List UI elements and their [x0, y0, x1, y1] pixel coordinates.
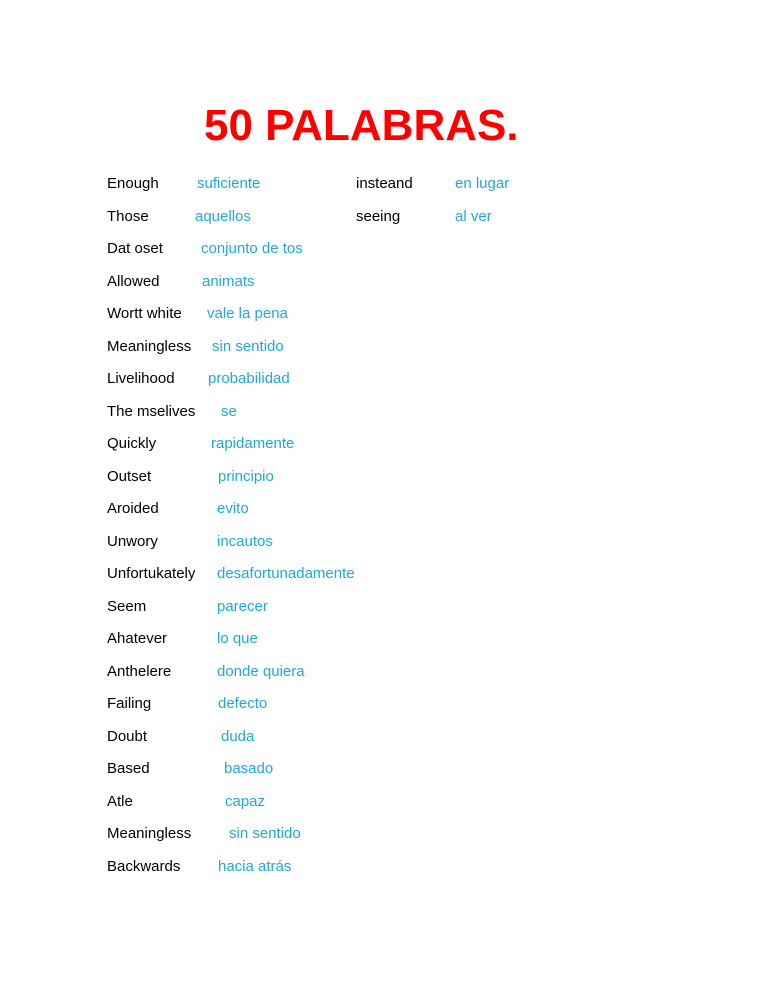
english-word: Outset	[107, 467, 152, 485]
word-row	[107, 564, 667, 597]
spanish-translation: desafortunadamente	[217, 565, 355, 582]
word-row	[107, 727, 667, 760]
spanish-translation: suficiente	[197, 175, 261, 192]
spanish-translation: probabilidad	[208, 370, 290, 387]
word-row	[107, 272, 667, 305]
spanish-translation: lo que	[217, 630, 258, 647]
word-row	[107, 337, 667, 370]
word-row	[107, 434, 667, 467]
spanish-translation: evito	[217, 500, 249, 517]
word-row	[356, 174, 556, 207]
english-word: Ahatever	[107, 630, 168, 647]
spanish-translation: principio	[218, 467, 274, 485]
word-row	[107, 759, 667, 792]
english-word: Wortt white	[107, 305, 182, 322]
english-word: insteand	[356, 175, 413, 192]
word-row	[107, 467, 667, 500]
word-row	[107, 239, 667, 272]
spanish-translation: animats	[202, 272, 255, 290]
english-word: Allowed	[107, 272, 160, 290]
spanish-translation: en lugar	[455, 175, 510, 192]
spanish-translation: vale la pena	[207, 305, 288, 322]
word-row	[107, 597, 667, 630]
word-row	[107, 694, 667, 727]
english-word: Meaningless	[107, 337, 192, 355]
english-word: Those	[107, 207, 149, 225]
english-word: Failing	[107, 695, 152, 712]
page-title: 50 PALABRAS.	[204, 101, 519, 150]
english-word: The mselives	[107, 402, 196, 420]
english-word: Seem	[107, 597, 147, 615]
spanish-translation: aquellos	[195, 207, 251, 225]
english-word: Quickly	[107, 435, 157, 452]
spanish-translation: conjunto de tos	[201, 240, 303, 257]
spanish-translation: se	[221, 402, 237, 420]
english-word: seeing	[356, 207, 401, 225]
word-row	[107, 824, 667, 857]
spanish-translation: basado	[224, 760, 274, 777]
english-word: Atle	[107, 792, 133, 810]
word-row	[107, 629, 667, 662]
english-word: Unfortukately	[107, 565, 196, 582]
spanish-translation: hacia atrás	[218, 857, 292, 875]
word-list	[107, 174, 667, 889]
word-row	[107, 499, 667, 532]
english-word: Unwory	[107, 532, 158, 550]
english-word: Based	[107, 760, 150, 777]
spanish-translation: defecto	[218, 695, 268, 712]
english-word: Backwards	[107, 857, 181, 875]
english-word: Aroided	[107, 500, 159, 517]
spanish-translation: sin sentido	[212, 337, 284, 355]
word-row	[107, 369, 667, 402]
extra-word-list	[356, 174, 556, 239]
english-word: Enough	[107, 175, 159, 192]
spanish-translation: incautos	[217, 532, 273, 550]
word-row	[107, 532, 667, 565]
english-word: Dat oset	[107, 240, 163, 257]
english-word: Livelihood	[107, 370, 175, 387]
word-row	[107, 792, 667, 825]
word-row	[356, 207, 556, 240]
word-row	[107, 662, 667, 695]
spanish-translation: al ver	[455, 207, 492, 225]
word-row	[107, 402, 667, 435]
spanish-translation: sin sentido	[229, 825, 301, 842]
english-word: Anthelere	[107, 662, 172, 680]
english-word: Meaningless	[107, 825, 192, 842]
spanish-translation: duda	[221, 727, 255, 745]
spanish-translation: donde quiera	[217, 662, 305, 680]
spanish-translation: capaz	[225, 792, 266, 810]
word-row	[107, 857, 667, 890]
spanish-translation: parecer	[217, 597, 268, 615]
english-word: Doubt	[107, 727, 148, 745]
spanish-translation: rapidamente	[211, 435, 295, 452]
word-row	[107, 304, 667, 337]
